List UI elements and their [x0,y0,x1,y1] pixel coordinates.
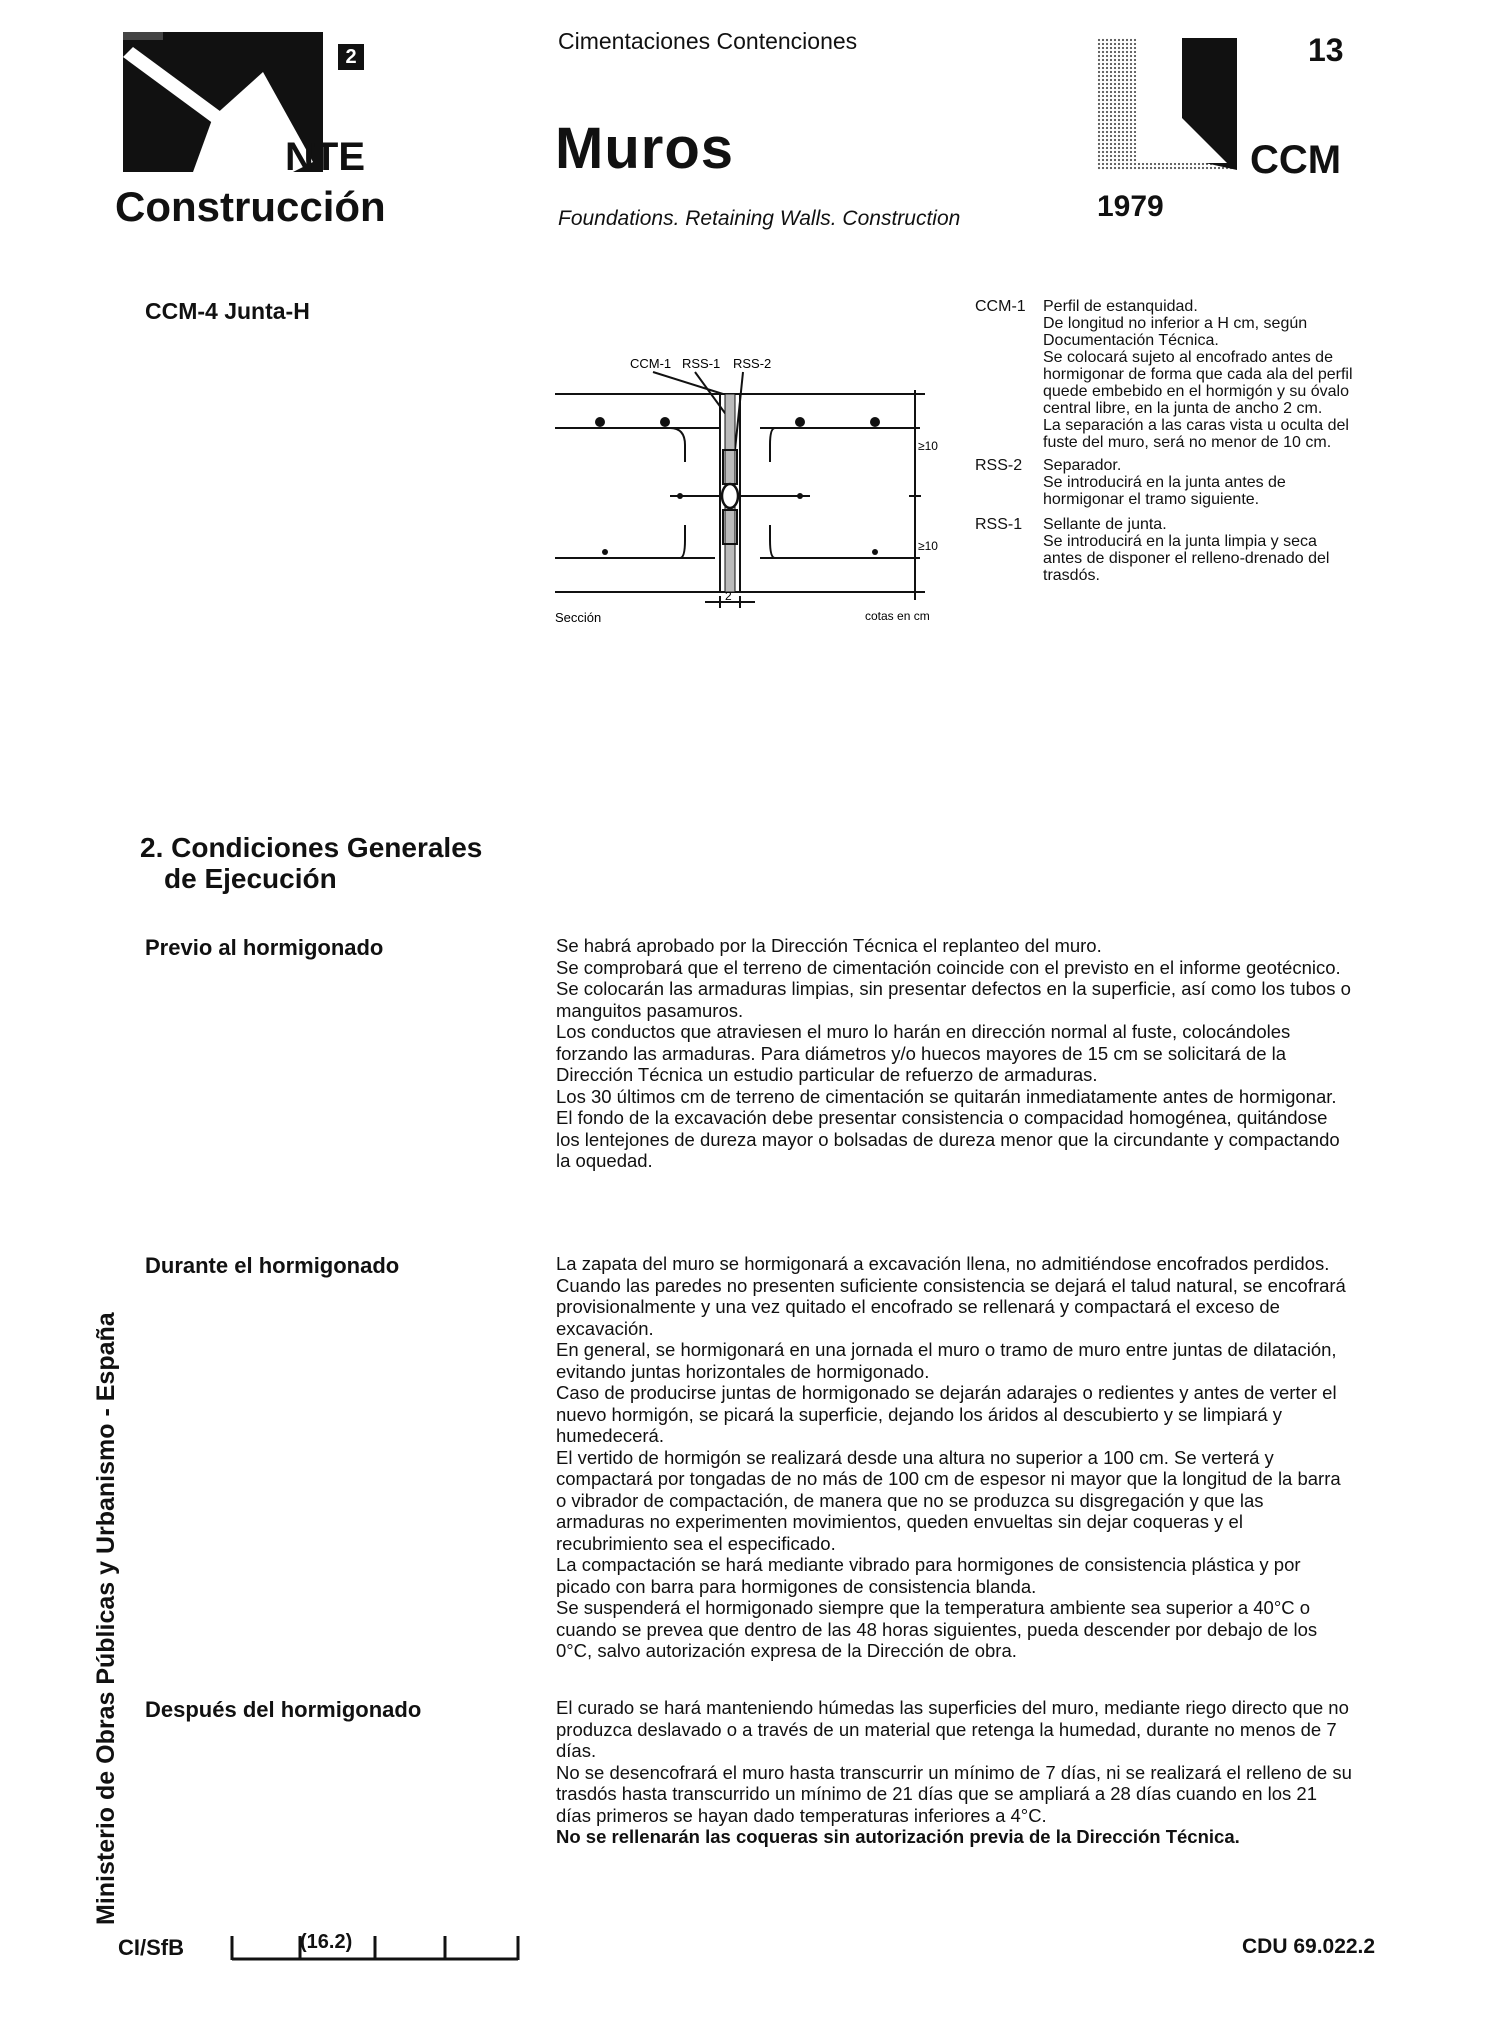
figure-notes [975,298,1360,584]
cdu-code: CDU 69.022.2 [1242,1935,1376,1958]
section-heading-line1: 2. Condiciones Generales [140,832,483,863]
paragraph: En general, se hormigonará en una jornada el muro o tramo de muro entre juntas de dilatación, evitando juntas horizontales de hormigonado. [556,1339,1337,1382]
note-line: Separador. [1043,457,1122,474]
note-line: Se introducirá en la junta antes de hormigonar el tramo siguiente. [1043,474,1286,508]
figure-label-ccm1: CCM-1 [630,356,672,371]
figure-title: CCM-4 Junta-H [145,298,310,324]
block-text-previo [556,935,1356,1172]
note-line: Se introducirá en la junta limpia y seca antes de disponer el relleno-drenado del trasdós. [1043,533,1330,584]
paragraph: La compactación se hará mediante vibrado para hormigones de consistencia plástica y por picado con barra para hormigones de consistencia blanda. [556,1554,1301,1597]
page-number: 13 [1308,32,1344,68]
block-label-previo: Previo al hormigonado [145,935,384,960]
cisfb-boxes [230,1932,520,1962]
note-rss2 [975,457,1360,508]
block-text-despues [556,1697,1356,1848]
paragraph: Los 30 últimos cm de terreno de cimentación se quitarán inmediatamente antes de hormigonar. [556,1085,1337,1107]
figure-label-rss1: RSS-1 [682,356,721,371]
block-label-durante: Durante el hormigonado [145,1253,400,1278]
cisfb-code: (16.2) [300,1931,353,1953]
note-text [1043,516,1360,584]
note-code: CCM-1 [975,298,1026,315]
paragraph: El vertido de hormigón se realizará desde una altura no superior a 100 cm. Se verterá y compactará por tongadas de no más de 100 cm de espesor ni mayor que la longitud de la barra o vibrador de compactación, de manera que no se produzca su disgregación y que las armaduras no experimenten movimientos, queden envueltas sin dejar coqueras y el recubrimiento sea el especificado. [556,1446,1341,1554]
junta-h-section-drawing [545,350,945,635]
note-ccm1 [975,298,1360,451]
section-heading-line2: de Ejecución [164,863,337,894]
figure-caption-left: Sección [555,610,602,625]
series-label: Cimentaciones Contenciones [558,28,858,54]
note-text [1043,457,1360,508]
note-line: De longitud no inferior a H cm, según Documentación Técnica. [1043,315,1308,349]
ccm-code: CCM [1250,138,1342,182]
ccm-logo [1097,38,1237,170]
paragraph: La zapata del muro se hormigonará a excavación llena, no admitiéndose encofrados perdidos. Cuando las paredes no presenten suficiente consistencia se dejará el talud natural, se encofrará provisionalmente y una vez quitado el encofrado se rellenará y compactará el exceso de excavación. [556,1253,1346,1339]
paragraph: No se desencofrará el muro hasta transcurrir un mínimo de 7 días, ni se realizará el relleno de su trasdós hasta transcurrido un mínimo de 21 días que se ampliará a 28 días cuando en los 21 días primeros se hayan dado temperaturas inferiores a 4°C. [556,1761,1352,1826]
section-heading [140,832,482,894]
nte-label: NTE [285,135,365,179]
note-rss1 [975,516,1360,584]
page-title: Muros [555,116,734,181]
paragraph: No se rellenarán las coqueras sin autorización previa de la Dirección Técnica. [556,1826,1240,1847]
retaining-wall-logo-icon [1097,38,1237,170]
construccion-label: Construcción [115,183,386,230]
block-label-despues: Después del hormigonado [145,1697,422,1722]
block-text-durante [556,1253,1356,1662]
figure-dim-upper: ≥10 [918,439,938,453]
paragraph: Caso de producirse juntas de hormigonado se dejarán adarajes o redientes y antes de verter el nuevo hormigón, se picará la superficie, dejando los áridos al descubierto y se limpiará y humedecerá. [556,1382,1337,1446]
note-code: RSS-2 [975,457,1023,474]
note-line: Sellante de junta. [1043,516,1167,533]
paragraph: Los conductos que atraviesen el muro lo harán en dirección normal al fuste, colocándoles forzando las armaduras. Para diámetros y/o huecos mayores de 15 cm se solicitará de la Dirección Técnica un estudio particular de refuerzo de armaduras. [556,1021,1291,1085]
figure-caption-right: cotas en cm [865,609,930,623]
note-text [1043,298,1360,451]
page-subtitle: Foundations. Retaining Walls. Construction [558,207,961,230]
paragraph: Se habrá aprobado por la Dirección Técnica el replanteo del muro. [556,935,1102,956]
ministry-sidebar-text: Ministerio de Obras Públicas y Urbanismo - España [92,1312,120,1925]
paragraph: Se colocarán las armaduras limpias, sin presentar defectos en la superficie, así como los tubos o manguitos pasamuros. [556,978,1351,1021]
note-code: RSS-1 [975,516,1023,533]
cisfb-classification-boxes [230,1932,520,1962]
note-line: La separación a las caras vista u oculta del fuste del muro, será no menor de 10 cm. [1043,417,1349,451]
paragraph: Se comprobará que el terreno de cimentación coincide con el previsto en el informe geotécnico. [556,956,1341,978]
junta-h-section-figure [545,350,945,635]
cisfb-label: CI/SfB [118,1935,184,1960]
note-line: Perfil de estanquidad. [1043,298,1198,315]
figure-dim-joint: 2 [725,589,732,603]
paragraph: El fondo de la excavación debe presentar consistencia o compacidad homogénea, quitándose los lentejones de dureza mayor o bolsadas de dureza menor que la circundante y compactando la oquedad. [556,1107,1340,1171]
section-badge: 2 [338,44,364,70]
note-line: Se colocará sujeto al encofrado antes de hormigonar de forma que cada ala del perfil quede embebido en el hormigón y su óvalo central libre, en la junta de ancho 2 cm. [1043,349,1353,417]
paragraph: Se suspenderá el hormigonado siempre que la temperatura ambiente sea superior a 40°C o cuando se prevea que dentro de las 48 horas siguientes, pueda descender por debajo de los 0°C, salvo autorización expresa de la Dirección de obra. [556,1597,1318,1661]
figure-dim-lower: ≥10 [918,539,938,553]
figure-label-rss2: RSS-2 [733,356,772,371]
year-label: 1979 [1097,190,1164,223]
paragraph: El curado se hará manteniendo húmedas las superficies del muro, mediante riego directo que no produzca deslavado o a través de un material que retenga la humedad, durante no menos de 7 días. [556,1697,1349,1761]
